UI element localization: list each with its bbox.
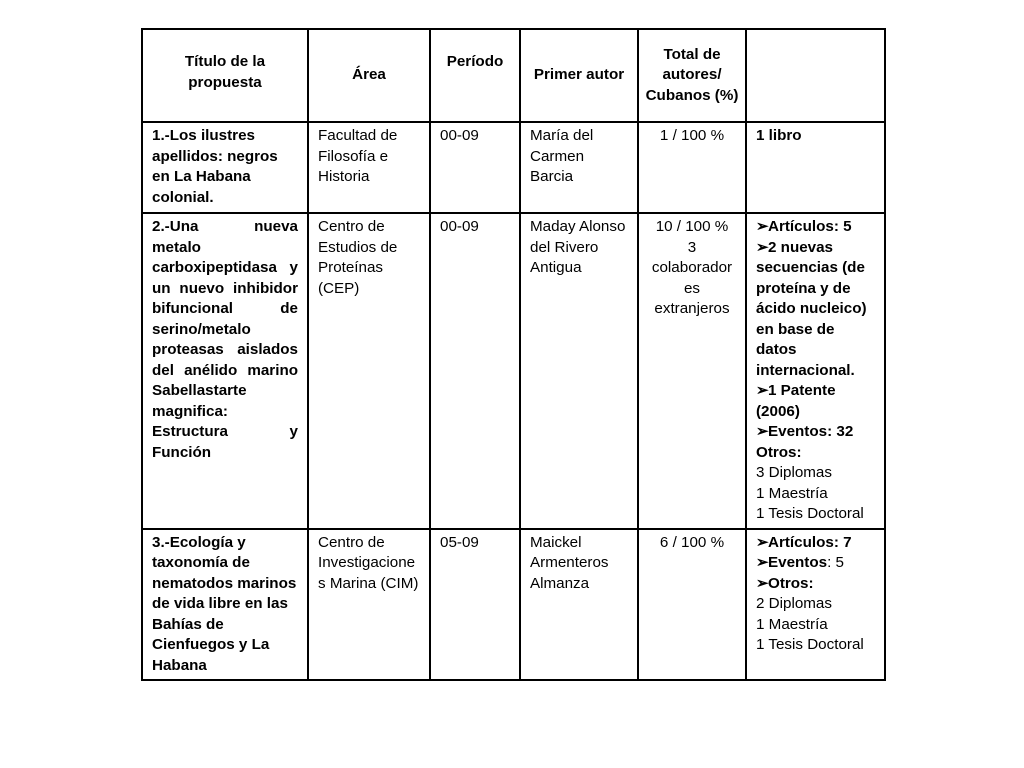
- row1-periodo: 00-09: [430, 122, 520, 213]
- row3-autor: Maickel Armenteros Almanza: [520, 529, 638, 681]
- list-item: Otros:: [756, 443, 802, 461]
- list-item: 1 Tesis Doctoral: [756, 636, 864, 653]
- row2-periodo: 00-09: [430, 213, 520, 529]
- row2-collaborators: 3 colaboradores extranjeros: [651, 238, 733, 317]
- row2-resultados: [746, 213, 885, 529]
- arrow-bullet-icon: ➢: [756, 423, 769, 440]
- row1-resultado: 1 libro: [746, 122, 885, 213]
- row3-periodo: 05-09: [430, 529, 520, 681]
- list-item: 3 Diplomas: [756, 464, 832, 481]
- results-list: [756, 533, 875, 656]
- list-item: 2 Diplomas: [756, 595, 832, 612]
- list-item: ➢1 Patente (2006): [756, 382, 836, 420]
- results-list: [756, 217, 875, 525]
- row2-titulo: 2.-Una nueva metalo carboxipeptidasa y un nuevo inhibidor bifuncional de serino/metalo proteasas aislados del anélido marino Sabellastarte magnifica: Estructura y Función: [142, 213, 308, 529]
- list-item: ➢Eventos: 32: [756, 422, 875, 443]
- list-item: 1 Tesis Doctoral: [756, 505, 864, 522]
- row2-autor: Maday Alonso del Rivero Antigua: [520, 213, 638, 529]
- row2-total: [638, 213, 746, 529]
- proposals-table: [141, 28, 886, 681]
- row2-total-value: 10 / 100 %: [655, 218, 729, 235]
- list-item: 1 Maestría: [756, 484, 828, 502]
- table-row: [142, 122, 885, 213]
- list-item: ➢Artículos: 5: [756, 217, 875, 238]
- list-item: ➢Artículos: 7: [756, 533, 875, 554]
- header-total-autores: Total de autores/ Cubanos (%): [638, 29, 746, 122]
- row1-autor: María del Carmen Barcia: [520, 122, 638, 213]
- table-row: [142, 529, 885, 681]
- row3-resultados: [746, 529, 885, 681]
- arrow-bullet-icon: ➢: [756, 554, 769, 571]
- row1-area: Facultad de Filosofía e Historia: [308, 122, 430, 213]
- row3-total: 6 / 100 %: [638, 529, 746, 681]
- row2-area: Centro de Estudios de Proteínas (CEP): [308, 213, 430, 529]
- header-primer-autor: Primer autor: [520, 29, 638, 122]
- header-area: Área: [308, 29, 430, 122]
- header-titulo: Título de la propuesta: [142, 29, 308, 122]
- header-resultados: [746, 29, 885, 122]
- header-periodo: Período: [430, 29, 520, 122]
- list-item: ➢Otros:: [756, 574, 875, 595]
- arrow-bullet-icon: ➢: [756, 574, 769, 592]
- arrow-bullet-icon: ➢: [756, 533, 769, 551]
- row1-titulo: 1.-Los ilustres apellidos: negros en La Habana colonial.: [142, 122, 308, 213]
- row3-area: Centro de Investigaciones Marina (CIM): [308, 529, 430, 681]
- arrow-bullet-icon: ➢: [756, 218, 769, 235]
- table-row: [142, 213, 885, 529]
- arrow-bullet-icon: ➢: [756, 238, 769, 256]
- list-item: ➢2 nuevas secuencias (de proteína y de ácido nucleico) en base de datos internacional.: [756, 238, 867, 379]
- arrow-bullet-icon: ➢: [756, 382, 769, 399]
- list-item: 1 Maestría: [756, 615, 828, 633]
- table-header-row: [142, 29, 885, 122]
- row1-total: 1 / 100 %: [638, 122, 746, 213]
- row3-titulo: 3.-Ecología y taxonomía de nematodos marinos de vida libre en las Bahías de Cienfuegos y La Habana: [142, 529, 308, 681]
- list-item: ➢Eventos: 5: [756, 553, 875, 574]
